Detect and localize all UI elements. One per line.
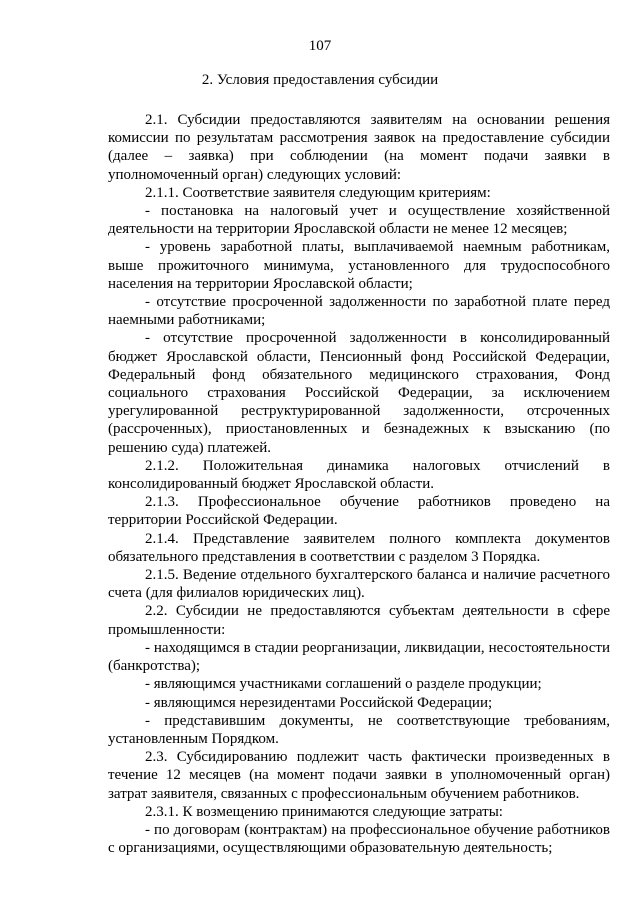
paragraph-2-1-5: 2.1.5. Ведение отдельного бухгалтерского баланса и наличие расчетного счета (для филиалов юридических лиц). [108, 567, 610, 602]
paragraph-2-3: 2.3. Субсидированию подлежит часть фактически произведенных в течение 12 месяцев (на момент подачи заявки в уполномоченный орган) затрат заявителя, связанных с профессиональным обучением работников. [108, 749, 610, 802]
paragraph-2-3-1: 2.3.1. К возмещению принимаются следующие затраты: [145, 803, 503, 820]
paragraph-2-1-4: 2.1.4. Представление заявителем полного комплекта документов обязательного представления в соответствии с разделом 3 Порядка. [108, 530, 610, 565]
page-number: 107 [308, 38, 332, 54]
paragraph-2-1-2: 2.1.2. Положительная динамика налоговых отчислений в консолидированный бюджет Ярославской области. [108, 457, 610, 493]
paragraph-2-1: 2.1. Субсидии предоставляются заявителям на основании решения комиссии по результатам рассмотрения заявок на предоставление субсидии (далее – заявка) при соблюдении (на момент подачи заявки в уполномоченный орган) следующих условий: [108, 112, 610, 183]
criterion-no-budget-arrears: - отсутствие просроченной задолженности в консолидированный бюджет Ярославской области, Пенсионный фонд Российской Федерации, Федеральный фонд обязательного медицинского страхования, Фонд социального страхования Российской Федерации, за исключением урегулированной реструктурированной задолженности, отсроченных (рассроченных), приостановленных и безнадежных к взысканию (по решению суда) платежей. [108, 330, 610, 456]
paragraph-2-1-1: 2.1.1. Соответствие заявителя следующим критериям: [145, 184, 491, 201]
paragraph-2-2: 2.2. Субсидии не предоставляются субъектам деятельности в сфере промышленности: [108, 603, 610, 638]
expense-training-contracts: - по договорам (контрактам) на профессиональное обучение работников с организациями, осуществляющими образовательную деятельность; [108, 821, 610, 857]
paragraph-2-1-3: 2.1.3. Профессиональное обучение работников проведено на территории Российской Федерации. [108, 494, 610, 529]
criterion-tax-registration: - постановка на налоговый учет и осуществление хозяйственной деятельности на территории Ярославской области не менее 12 месяцев; [108, 203, 610, 238]
criterion-no-wage-arrears: - отсутствие просроченной задолженности по заработной плате перед наемными работниками; [108, 294, 610, 329]
document-body [108, 111, 610, 857]
exclusion-psa-participants: - являющимся участниками соглашений о разделе продукции; [145, 676, 542, 693]
exclusion-nonresidents: - являющимся нерезидентами Российской Федерации; [145, 694, 493, 711]
exclusion-reorganization: - находящимся в стадии реорганизации, ликвидации, несостоятельности (банкротства); [108, 639, 610, 675]
section-heading: 2. Условия предоставления субсидии [201, 72, 439, 88]
criterion-wage-level: - уровень заработной платы, выплачиваемой наемным работникам, выше прожиточного минимума, установленного для трудоспособного населения на территории Ярославской области; [108, 239, 610, 292]
exclusion-noncompliant-documents: - представившим документы, не соответствующие требованиям, установленным Порядком. [108, 712, 610, 747]
